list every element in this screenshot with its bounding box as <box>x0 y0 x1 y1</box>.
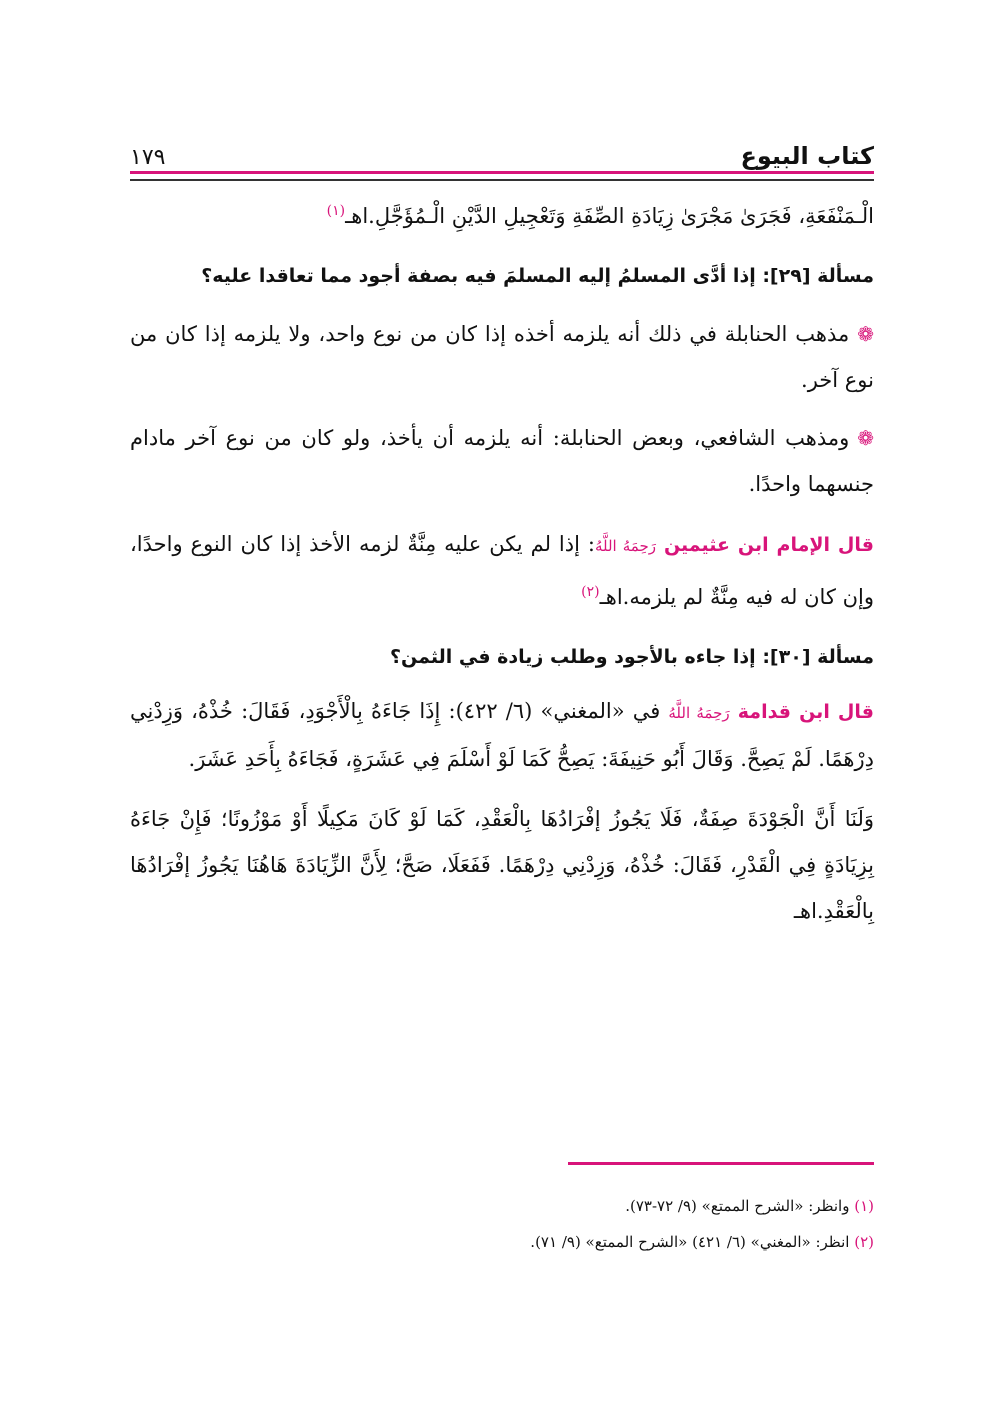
header-rule-pink <box>130 171 874 174</box>
flower-bullet-icon: ❁ <box>857 322 874 346</box>
footnote-number: (٢) <box>854 1233 874 1251</box>
footnote-ref-1[interactable]: (١) <box>326 203 346 219</box>
speaker-uthaymeen: قال الإمام ابن عثيمين <box>663 534 874 556</box>
honorific-mark: رَحِمَهُ اللَّهُ <box>668 704 730 722</box>
verse-continuation <box>130 188 874 239</box>
uthaymeen-text: : إذا لم يكن عليه مِنَّةٌ لزمه الأخذ إذا كان النوع واحدًا، وإن كان له فيه مِنَّةٌ لم يلزمه.اهـ <box>130 532 874 609</box>
qudama-text: في «المغني» (٦/ ٤٢٢): إِذَا جَاءَهُ بِالْأَجْوَدِ، فَقَالَ: خُذْهُ، وَزِدْنِي دِرْهَمًا. لَمْ يَصِحَّ. وَقَالَ أَبُو حَنِيفَةَ: يَصِحُّ كَمَا لَوْ أَسْلَمَ فِي عَشَرَةٍ، فَجَاءَهُ بِأَحَدِ عَشَرَ. <box>130 699 874 771</box>
issue-30-heading: مسألة [٣٠]: إذا جاءه بالأجود وطلب زيادة في الثمن؟ <box>390 646 874 668</box>
qudama-quote <box>130 688 874 782</box>
running-header <box>130 118 874 178</box>
footnotes <box>130 1188 874 1260</box>
footnote-separator <box>568 1162 874 1165</box>
issue-29-heading: مسألة [٢٩]: إذا أدَّى المسلمُ إليه المسلمَ فيه بصفة أجود مما تعاقدا عليه؟ <box>201 265 874 287</box>
bullet-paragraph-2 <box>130 415 874 507</box>
honorific-mark: رَحِمَهُ اللَّهُ <box>594 537 656 555</box>
footnote-number: (١) <box>854 1197 874 1215</box>
header-rule-dark <box>130 179 874 181</box>
verse-text: الْـمَنْفَعَةِ، فَجَرَىٰ مَجْرَىٰ زِيَادَةِ الصِّفَةِ وَتَعْجِيلِ الدَّيْنِ الْـمُؤَجَّلِ.اهـ <box>345 204 874 228</box>
bullet-2-text: ومذهب الشافعي، وبعض الحنابلة: أنه يلزمه أن يأخذ، ولو كان من نوع آخر مادام جنسهما واحدًا. <box>130 426 874 496</box>
main-text <box>130 182 874 934</box>
flower-bullet-icon: ❁ <box>857 426 874 450</box>
footnote-text: انظر: «المغني» (٦/ ٤٢١) «الشرح الممتع» (٩/ ٧١). <box>530 1233 855 1251</box>
bullet-1-text: مذهب الحنابلة في ذلك أنه يلزمه أخذه إذا كان من نوع واحد، ولا يلزمه إذا كان من نوع آخر. <box>130 322 874 392</box>
speaker-qudama: قال ابن قدامة <box>737 701 874 723</box>
footnote-1 <box>130 1188 874 1224</box>
footnote-ref-2[interactable]: (٢) <box>581 584 600 600</box>
footnote-2 <box>130 1224 874 1260</box>
uthaymeen-quote <box>130 521 874 620</box>
page-number: ١٧٩ <box>130 145 166 170</box>
footnote-text: وانظر: «الشرح الممتع» (٩/ ٧٢-٧٣). <box>625 1197 855 1215</box>
final-paragraph: وَلَنَا أَنَّ الْجَوْدَةَ صِفَةٌ، فَلَا يَجُوزُ إفْرَادُهَا بِالْعَقْدِ، كَمَا لَوْ كَانَ مَكِيلًا أَوْ مَوْزُونًا؛ فَإِنْ جَاءَهُ بِزِيَادَةٍ فِي الْقَدْرِ، فَقَالَ: خُذْهُ، وَزِدْنِي دِرْهَمًا. فَفَعَلَا، صَحَّ؛ لِأَنَّ الزِّيَادَةَ هَاهُنَا يَجُوزُ إفْرَادُهَا بِالْعَقْدِ.اهـ <box>130 807 874 923</box>
book-title: كتاب البيوع <box>740 142 874 170</box>
bullet-paragraph-1 <box>130 311 874 403</box>
